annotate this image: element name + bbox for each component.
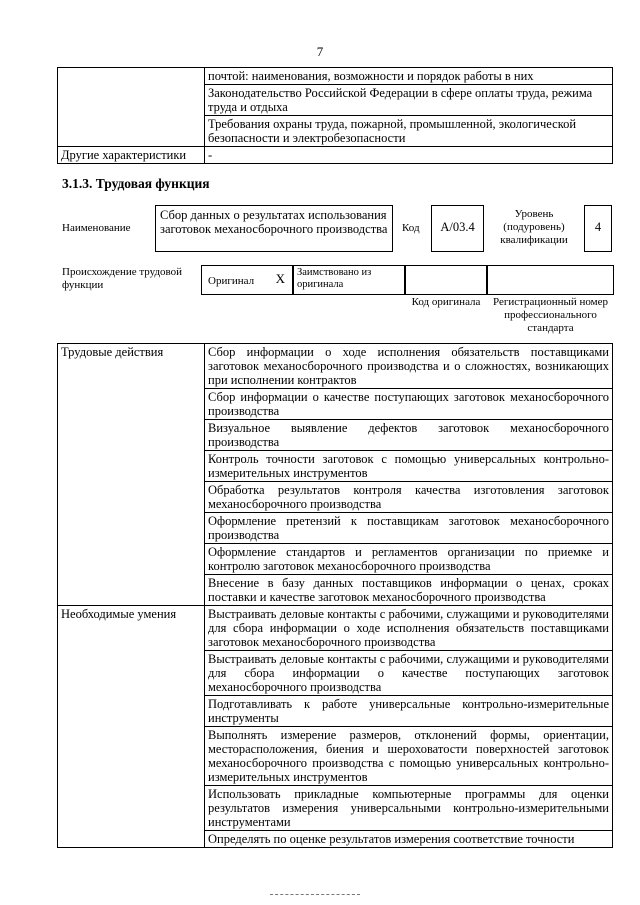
skill-cell: Выполнять измерение размеров, отклонений формы, ориентации, месторасположения, биения и шероховатости поверхностей заготовок механосборочного производства с помощью универсальных контрольно-измерительных инструментов [205, 727, 613, 786]
knowledge-cell: Законодательство Российской Федерации в сфере оплаты труда, режима труда и отдыха [205, 85, 613, 116]
labor-action-cell: Оформление стандартов и регламентов организации по приемке и контролю заготовок механосборочного производства [205, 544, 613, 575]
table-row [58, 68, 613, 85]
function-name-box: Сбор данных о результатах использования заготовок механосборочного производства [155, 205, 393, 252]
page-number: 7 [316, 44, 324, 59]
other-characteristics-value: - [205, 147, 613, 164]
code-original-box [405, 265, 487, 295]
skill-cell: Подготавливать к работе универсальные контрольно-измерительные инструменты [205, 696, 613, 727]
table-row [58, 147, 613, 164]
labor-actions-label: Трудовые действия [58, 344, 205, 606]
scan-edge-mark [270, 894, 360, 895]
labor-action-cell: Визуальное выявление дефектов заготовок механосборочного производства [205, 420, 613, 451]
skills-label: Необходимые умения [58, 606, 205, 848]
original-mark: X [275, 271, 285, 286]
original-label: Оригинал [208, 275, 255, 287]
labor-action-cell: Оформление претензий к поставщикам заготовок механосборочного производства [205, 513, 613, 544]
row-label-cell [58, 68, 205, 147]
knowledge-cell: почтой: наименования, возможности и порядок работы в них [205, 68, 613, 85]
original-box [201, 265, 293, 295]
skill-cell: Выстраивать деловые контакты с рабочими, служащими и руководителями для сбора информации о качестве поступающих заготовок механосборочного производства [205, 651, 613, 696]
qualification-level-box: 4 [584, 205, 612, 252]
labor-action-cell: Обработка результатов контроля качества изготовления заготовок механосборочного производства [205, 482, 613, 513]
labor-action-cell: Сбор информации о ходе исполнения обязательств поставщиками заготовок механосборочного производства и о сложностях, возникающих при исполнении контрактов [205, 344, 613, 389]
labor-action-cell: Контроль точности заготовок с помощью универсальных контрольно-измерительных инструментов [205, 451, 613, 482]
function-details-table [57, 343, 613, 848]
labor-action-cell: Сбор информации о качестве поступающих заготовок механосборочного производства [205, 389, 613, 420]
code-label: Код [402, 222, 420, 234]
other-characteristics-label: Другие характеристики [58, 147, 205, 164]
skill-cell: Определять по оценке результатов измерения соответствие точности [205, 831, 613, 848]
name-label: Наименование [62, 222, 131, 234]
reg-number-box [487, 265, 614, 295]
reg-number-caption: Регистрационный номер профессионального стандарта [492, 296, 609, 334]
labor-action-cell: Внесение в базу данных поставщиков информации о ценах, сроках поставки и качестве заготовок механосборочного производства [205, 575, 613, 606]
knowledge-continuation-table [57, 67, 613, 164]
code-original-caption: Код оригинала [411, 296, 481, 308]
borrowed-box: Заимствовано из оригинала [293, 265, 405, 295]
table-row [58, 344, 613, 389]
section-title: 3.1.3. Трудовая функция [62, 176, 210, 191]
skill-cell: Использовать прикладные компьютерные программы для оценки результатов измерения универсальными контрольно-измерительными инструментами [205, 786, 613, 831]
skill-cell: Выстраивать деловые контакты с рабочими, служащими и руководителями для сбора информации о ходе исполнения обязательств поставщиками заготовок механосборочного производства [205, 606, 613, 651]
level-label: Уровень (подуровень) квалификации [500, 208, 568, 246]
function-code-box: A/03.4 [431, 205, 484, 252]
knowledge-cell: Требования охраны труда, пожарной, промышленной, экологической безопасности и электробезопасности [205, 116, 613, 147]
origin-label: Происхождение трудовой функции [62, 266, 183, 291]
table-row [58, 606, 613, 651]
